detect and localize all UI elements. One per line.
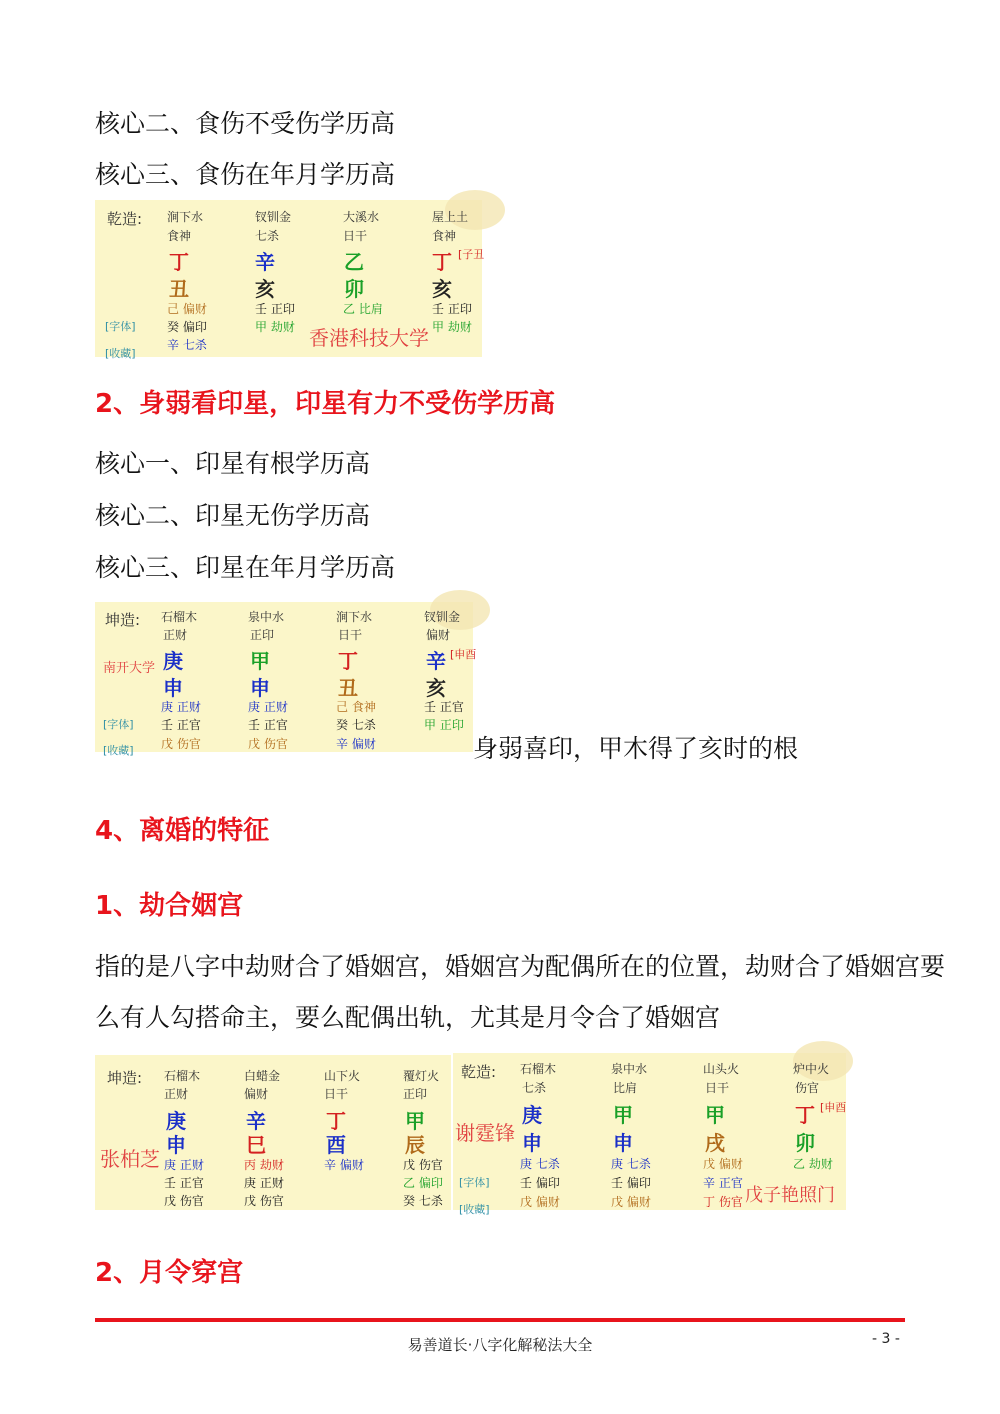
shishen: 伤官 <box>795 1081 820 1095</box>
text-line: 核心三、印星在年月学历高 <box>95 553 396 582</box>
paragraph-line: 指的是八字中劫财合了婚姻宫，婚姻宫为配偶所在的位置，劫财合了婚姻宫要 <box>95 952 946 981</box>
nayin: 炉中火 <box>793 1062 830 1076</box>
shishen: 食神 <box>432 229 457 243</box>
shishen: 日干 <box>338 628 363 642</box>
nayin: 涧下水 <box>336 610 373 624</box>
hidden-stem: 壬 正官 <box>424 700 464 714</box>
earthly-branch: 申 <box>163 676 183 700</box>
chart-extra: [子丑 <box>458 248 485 261</box>
section-heading: 4、离婚的特征 <box>95 816 270 846</box>
hidden-stem: 辛 七杀 <box>167 338 207 352</box>
heavenly-stem: 甲 <box>250 649 270 673</box>
nayin: 钗钏金 <box>255 210 292 224</box>
nayin: 大溪水 <box>343 210 380 224</box>
hidden-stem: 辛 偏财 <box>336 737 376 751</box>
hidden-stem: 戊 伤官 <box>403 1158 443 1172</box>
hidden-stem: 甲 劫财 <box>255 320 295 334</box>
footer-rule <box>95 1318 905 1322</box>
hidden-stem: 乙 劫财 <box>793 1157 833 1171</box>
hidden-stem: 壬 正印 <box>255 302 295 316</box>
shishen: 正财 <box>164 1087 189 1101</box>
font-link[interactable]: [字体] <box>103 718 134 731</box>
font-link[interactable]: [字体] <box>459 1176 490 1189</box>
text-line: 核心一、印星有根学历高 <box>95 449 371 478</box>
favorite-link[interactable]: [收藏] <box>105 347 136 360</box>
hidden-stem: 戊 伤官 <box>244 1194 284 1208</box>
section-heading: 2、身弱看印星，印星有力不受伤学历高 <box>95 389 556 419</box>
text-line: 核心二、印星无伤学历高 <box>95 501 371 530</box>
nayin: 石榴木 <box>161 610 198 624</box>
shishen: 正印 <box>403 1087 428 1101</box>
chart-watermark: 南开大学 <box>103 661 156 676</box>
chart-watermark: 张柏芝 <box>100 1147 160 1171</box>
shishen: 日干 <box>705 1081 730 1095</box>
hidden-stem: 己 食神 <box>336 700 376 714</box>
paragraph-line: 么有人勾搭命主，要么配偶出轨，尤其是月令合了婚姻宫 <box>95 1003 721 1032</box>
nayin: 涧下水 <box>167 210 204 224</box>
chart-extra: [申酉 <box>820 1101 847 1114</box>
hidden-stem: 戊 伤官 <box>248 737 288 751</box>
hidden-stem: 丁 伤官 <box>703 1195 743 1209</box>
heavenly-stem: 庚 <box>163 649 183 673</box>
hidden-stem: 壬 正印 <box>432 302 472 316</box>
nayin: 石榴木 <box>520 1062 557 1076</box>
heavenly-stem: 辛 <box>426 649 446 673</box>
shishen: 正印 <box>250 628 275 642</box>
nayin: 泉中水 <box>611 1062 648 1076</box>
hidden-stem: 庚 七杀 <box>520 1157 560 1171</box>
earthly-branch: 戌 <box>705 1131 725 1155</box>
earthly-branch: 亥 <box>255 277 275 301</box>
heavenly-stem: 甲 <box>405 1109 425 1133</box>
shishen: 七杀 <box>255 229 280 243</box>
hidden-stem: 戊 伤官 <box>164 1194 204 1208</box>
chart-watermark: 香港科技大学 <box>309 326 429 350</box>
bazi-chart-1 <box>95 200 485 360</box>
nayin: 白蜡金 <box>244 1069 281 1083</box>
hidden-stem: 辛 正官 <box>703 1176 743 1190</box>
heavenly-stem: 辛 <box>255 250 275 274</box>
heavenly-stem: 甲 <box>705 1103 725 1127</box>
shishen: 正财 <box>163 628 188 642</box>
earthly-branch: 巳 <box>246 1133 266 1157</box>
shishen: 七杀 <box>522 1081 547 1095</box>
nayin: 山头火 <box>703 1062 740 1076</box>
nayin: 钗钏金 <box>424 610 461 624</box>
heavenly-stem: 庚 <box>522 1103 542 1127</box>
heavenly-stem: 辛 <box>246 1109 266 1133</box>
hidden-stem: 癸 七杀 <box>336 718 376 732</box>
nayin: 泉中水 <box>248 610 285 624</box>
text-line: 核心三、食伤在年月学历高 <box>95 160 396 189</box>
hidden-stem: 壬 正官 <box>248 718 288 732</box>
shishen: 日干 <box>324 1087 349 1101</box>
chart-gender: 乾造: <box>461 1063 497 1081</box>
hidden-stem: 庚 正财 <box>248 700 288 714</box>
hidden-stem: 壬 偏印 <box>520 1176 560 1190</box>
shishen: 偏财 <box>426 628 451 642</box>
hidden-stem: 丙 劫财 <box>244 1158 284 1172</box>
hidden-stem: 辛 偏财 <box>324 1158 364 1172</box>
chart-extra: [申酉 <box>450 648 477 661</box>
shishen: 日干 <box>343 229 368 243</box>
hidden-stem: 庚 七杀 <box>611 1157 651 1171</box>
font-link[interactable]: [字体] <box>105 320 136 333</box>
heavenly-stem: 丁 <box>338 649 358 673</box>
hidden-stem: 壬 正官 <box>161 718 201 732</box>
bazi-chart-3 <box>95 1055 451 1210</box>
heavenly-stem: 丁 <box>795 1103 815 1127</box>
earthly-branch: 申 <box>166 1133 186 1157</box>
hidden-stem: 庚 正财 <box>164 1158 204 1172</box>
chart-caption: 身弱喜印，甲木得了亥时的根 <box>473 734 799 763</box>
bazi-chart-2 <box>95 602 477 757</box>
hidden-stem: 癸 偏印 <box>167 320 207 334</box>
hidden-stem: 戊 偏财 <box>611 1195 651 1209</box>
hidden-stem: 壬 正官 <box>164 1176 204 1190</box>
hidden-stem: 戊 伤官 <box>161 737 201 751</box>
earthly-branch: 亥 <box>426 676 446 700</box>
earthly-branch: 卯 <box>795 1131 815 1155</box>
bazi-chart-4 <box>453 1053 847 1216</box>
hidden-stem: 庚 正财 <box>161 700 201 714</box>
earthly-branch: 丑 <box>338 676 358 700</box>
shishen: 食神 <box>167 229 192 243</box>
hidden-stem: 乙 比肩 <box>343 302 383 316</box>
earthly-branch: 辰 <box>405 1133 425 1157</box>
heavenly-stem: 丁 <box>169 250 189 274</box>
chart-watermark-2: 戊子艳照门 <box>745 1185 835 1206</box>
heavenly-stem: 丁 <box>326 1109 346 1133</box>
nayin: 屋上土 <box>432 210 469 224</box>
hidden-stem: 甲 劫财 <box>432 320 472 334</box>
favorite-link[interactable]: [收藏] <box>103 744 134 757</box>
earthly-branch: 卯 <box>344 277 364 301</box>
earthly-branch: 酉 <box>326 1133 346 1157</box>
earthly-branch: 丑 <box>169 277 189 301</box>
shishen: 比肩 <box>613 1081 638 1095</box>
footer-title: 易善道长·八字化解秘法大全 <box>407 1336 593 1354</box>
page-number: - 3 - <box>872 1331 900 1347</box>
hidden-stem: 壬 偏印 <box>611 1176 651 1190</box>
shishen: 偏财 <box>244 1087 269 1101</box>
nayin: 覆灯火 <box>403 1069 440 1083</box>
earthly-branch: 申 <box>522 1131 542 1155</box>
nayin: 山下火 <box>324 1069 361 1083</box>
nayin: 石榴木 <box>164 1069 201 1083</box>
subsection-heading: 2、月令穿宫 <box>95 1258 244 1288</box>
earthly-branch: 申 <box>250 676 270 700</box>
chart-watermark: 谢霆锋 <box>455 1121 515 1145</box>
chart-gender: 乾造: <box>107 210 143 228</box>
heavenly-stem: 甲 <box>613 1103 633 1127</box>
subsection-heading: 1、劫合姻宫 <box>95 891 244 921</box>
hidden-stem: 戊 偏财 <box>520 1195 560 1209</box>
earthly-branch: 申 <box>613 1131 633 1155</box>
chart-gender: 坤造: <box>105 611 141 629</box>
text-line: 核心二、食伤不受伤学历高 <box>95 109 396 138</box>
hidden-stem: 甲 正印 <box>424 718 464 732</box>
hidden-stem: 乙 偏印 <box>403 1176 443 1190</box>
favorite-link[interactable]: [收藏] <box>459 1203 490 1216</box>
hidden-stem: 己 偏财 <box>167 302 207 316</box>
hidden-stem: 戊 偏财 <box>703 1157 743 1171</box>
heavenly-stem: 乙 <box>344 250 364 274</box>
earthly-branch: 亥 <box>432 277 452 301</box>
heavenly-stem: 庚 <box>166 1109 186 1133</box>
hidden-stem: 癸 七杀 <box>403 1194 443 1208</box>
hidden-stem: 庚 正财 <box>244 1176 284 1190</box>
chart-gender: 坤造: <box>107 1069 143 1087</box>
heavenly-stem: 丁 <box>432 250 452 274</box>
